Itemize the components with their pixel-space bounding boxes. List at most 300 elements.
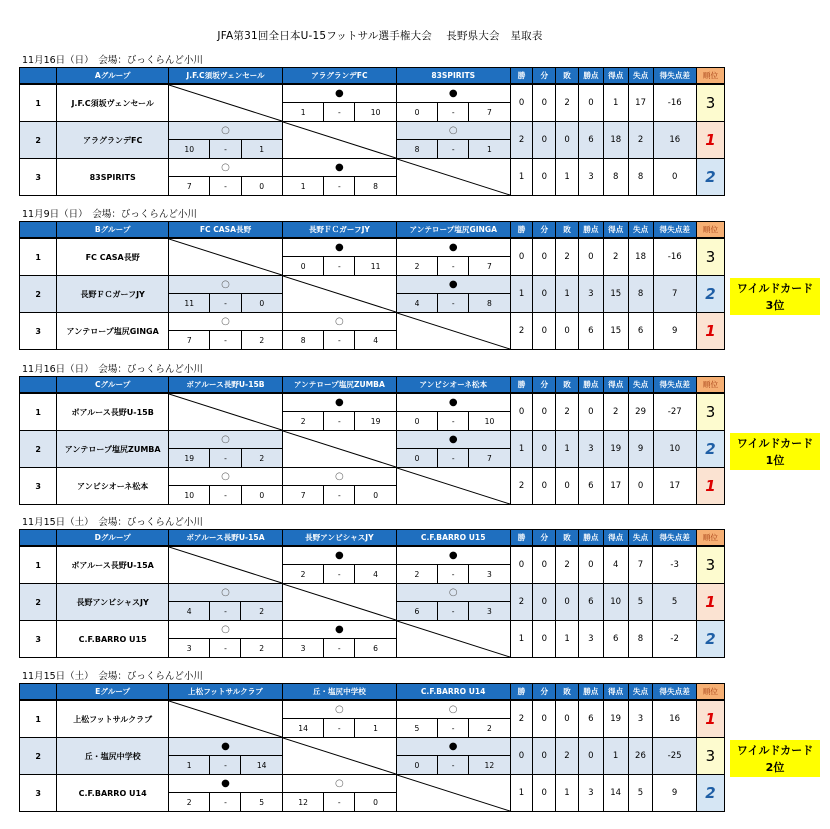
team-number: 2	[20, 122, 57, 159]
opponent-column-header: 長野アンビシャスJY	[282, 530, 396, 547]
loss-mark: ●	[396, 276, 510, 294]
score-for: 8	[282, 331, 323, 350]
goals-against: 3	[628, 700, 653, 738]
losses: 2	[556, 546, 579, 584]
draws: 0	[533, 431, 556, 468]
team-number: 1	[20, 700, 57, 738]
self-match-cell	[282, 584, 396, 621]
win-mark: ○	[396, 584, 510, 602]
wildcard-badge	[730, 278, 820, 315]
diagonal-line	[283, 431, 396, 467]
goal-difference: -2	[653, 621, 696, 658]
group-table	[19, 67, 725, 196]
draws: 0	[533, 122, 556, 159]
win-mark: ○	[282, 700, 396, 719]
opponent-column-header: 上松フットサルクラブ	[169, 684, 283, 701]
loss-mark: ●	[396, 238, 510, 257]
goal-difference: -3	[653, 546, 696, 584]
team-name: アンテロープ塩尻GINGA	[57, 313, 169, 350]
stat-column-header: 勝	[510, 222, 533, 239]
diagonal-line	[283, 738, 396, 774]
goals-against: 5	[628, 584, 653, 621]
loss-mark: ●	[282, 238, 396, 257]
group-table	[19, 376, 725, 505]
draws: 0	[533, 621, 556, 658]
score-for: 3	[169, 639, 210, 658]
score-against: 4	[355, 565, 396, 584]
header-blank	[20, 530, 57, 547]
wins: 2	[510, 700, 533, 738]
self-match-cell	[396, 159, 510, 196]
stat-column-header: 順位	[696, 377, 724, 394]
stat-column-header: 敗	[556, 377, 579, 394]
goals-for: 18	[603, 122, 628, 159]
self-match-cell	[396, 621, 510, 658]
team-number: 3	[20, 468, 57, 505]
wins: 0	[510, 238, 533, 276]
self-match-cell	[282, 431, 396, 468]
loss-mark: ●	[282, 393, 396, 412]
goals-against: 8	[628, 159, 653, 196]
losses: 0	[556, 122, 579, 159]
score-for: 7	[169, 177, 210, 196]
team-number: 3	[20, 159, 57, 196]
opponent-column-header: 83SPIRITS	[396, 68, 510, 85]
points: 0	[578, 84, 603, 122]
group-table	[19, 683, 725, 812]
score-against: 0	[355, 793, 396, 812]
goals-against: 6	[628, 313, 653, 350]
header-blank	[20, 377, 57, 394]
wildcard-rank: 1位	[765, 454, 785, 467]
points: 3	[578, 276, 603, 313]
self-match-cell	[282, 122, 396, 159]
wildcard-rank: 3位	[765, 299, 785, 312]
score-for: 1	[169, 756, 210, 775]
losses: 0	[556, 468, 579, 505]
team-name: 83SPIRITS	[57, 159, 169, 196]
stat-column-header: 得失点差	[653, 684, 696, 701]
goals-for: 1	[603, 84, 628, 122]
points: 3	[578, 621, 603, 658]
points: 6	[578, 122, 603, 159]
team-name: 長野アンビシャスJY	[57, 584, 169, 621]
opponent-column-header: 丘・塩尻中学校	[282, 684, 396, 701]
score-against: 2	[241, 331, 282, 350]
team-number: 1	[20, 546, 57, 584]
score-against: 8	[355, 177, 396, 196]
wins: 0	[510, 738, 533, 775]
diagonal-line	[169, 239, 282, 275]
loss-mark: ●	[396, 431, 510, 449]
score-dash: -	[438, 602, 469, 621]
header-row	[20, 377, 725, 394]
wins: 1	[510, 159, 533, 196]
self-match-cell	[396, 468, 510, 505]
score-for: 0	[396, 412, 437, 431]
score-dash: -	[210, 331, 241, 350]
losses: 0	[556, 313, 579, 350]
goals-against: 29	[628, 393, 653, 431]
score-for: 7	[169, 331, 210, 350]
win-mark: ○	[396, 122, 510, 140]
goal-difference: 16	[653, 122, 696, 159]
score-against: 14	[241, 756, 282, 775]
stat-column-header: 失点	[628, 530, 653, 547]
draws: 0	[533, 276, 556, 313]
score-dash: -	[210, 177, 241, 196]
draws: 0	[533, 468, 556, 505]
team-name: ボアルース長野U-15B	[57, 393, 169, 431]
stat-column-header: 勝点	[578, 377, 603, 394]
goals-against: 2	[628, 122, 653, 159]
win-mark: ○	[282, 775, 396, 793]
team-number: 1	[20, 84, 57, 122]
losses: 1	[556, 621, 579, 658]
opponent-column-header: アンビシオーネ松本	[396, 377, 510, 394]
wins: 2	[510, 584, 533, 621]
team-row	[20, 84, 725, 103]
wins: 1	[510, 431, 533, 468]
self-match-cell	[282, 276, 396, 313]
stat-column-header: 順位	[696, 222, 724, 239]
score-dash: -	[210, 294, 241, 313]
win-mark: ○	[169, 122, 283, 140]
team-number: 2	[20, 584, 57, 621]
team-row	[20, 584, 725, 602]
header-row	[20, 530, 725, 547]
score-dash: -	[324, 565, 355, 584]
header-row	[20, 684, 725, 701]
win-mark: ○	[169, 159, 283, 177]
goals-for: 15	[603, 313, 628, 350]
draws: 0	[533, 238, 556, 276]
self-match-cell	[282, 738, 396, 775]
diagonal-line	[169, 701, 282, 737]
team-name: C.F.BARRO U15	[57, 621, 169, 658]
loss-mark: ●	[169, 738, 283, 756]
self-match-cell	[169, 393, 283, 431]
win-mark: ○	[169, 468, 283, 486]
stat-column-header: 得点	[603, 684, 628, 701]
score-dash: -	[210, 486, 241, 505]
points: 6	[578, 313, 603, 350]
score-against: 3	[469, 602, 510, 621]
score-dash: -	[210, 602, 241, 621]
draws: 0	[533, 700, 556, 738]
venue-line: 11月16日（日） 会場：びっくらんど小川	[22, 55, 203, 66]
diagonal-line	[169, 85, 282, 121]
header-row	[20, 68, 725, 85]
team-row	[20, 468, 725, 486]
points: 0	[578, 238, 603, 276]
goal-difference: 9	[653, 775, 696, 812]
losses: 1	[556, 159, 579, 196]
losses: 1	[556, 276, 579, 313]
draws: 0	[533, 84, 556, 122]
diagonal-line	[397, 775, 510, 811]
team-name: FC CASA長野	[57, 238, 169, 276]
goals-for: 14	[603, 775, 628, 812]
score-dash: -	[210, 793, 241, 812]
score-for: 3	[282, 639, 323, 658]
header-row	[20, 222, 725, 239]
points: 6	[578, 468, 603, 505]
header-blank	[20, 68, 57, 85]
score-against: 2	[241, 602, 282, 621]
stat-column-header: 得点	[603, 530, 628, 547]
score-dash: -	[324, 719, 355, 738]
win-mark: ○	[169, 584, 283, 602]
diagonal-line	[397, 621, 510, 657]
team-name: ボアルース長野U-15A	[57, 546, 169, 584]
group-label: Aグループ	[57, 68, 169, 85]
goal-difference: 10	[653, 431, 696, 468]
score-for: 12	[282, 793, 323, 812]
self-match-cell	[169, 84, 283, 122]
header-blank	[20, 684, 57, 701]
score-against: 2	[241, 449, 282, 468]
score-dash: -	[324, 177, 355, 196]
team-number: 2	[20, 431, 57, 468]
team-name: アンテロープ塩尻ZUMBA	[57, 431, 169, 468]
losses: 0	[556, 700, 579, 738]
wins: 0	[510, 546, 533, 584]
rank: 3	[696, 393, 724, 431]
score-against: 0	[241, 486, 282, 505]
score-for: 5	[396, 719, 437, 738]
team-row	[20, 238, 725, 257]
score-dash: -	[438, 756, 469, 775]
team-name: J.F.C須坂ヴェンセール	[57, 84, 169, 122]
stat-column-header: 失点	[628, 68, 653, 85]
opponent-column-header: アンテロープ塩尻ZUMBA	[282, 377, 396, 394]
rank: 3	[696, 546, 724, 584]
score-for: 2	[396, 257, 437, 276]
rank: 3	[696, 738, 724, 775]
score-against: 10	[469, 412, 510, 431]
group-table	[19, 529, 725, 658]
score-against: 1	[469, 140, 510, 159]
opponent-column-header: C.F.BARRO U15	[396, 530, 510, 547]
opponent-column-header: アラグランデFC	[282, 68, 396, 85]
score-against: 7	[469, 449, 510, 468]
score-against: 11	[355, 257, 396, 276]
stat-column-header: 敗	[556, 222, 579, 239]
draws: 0	[533, 546, 556, 584]
score-for: 0	[396, 103, 437, 122]
points: 3	[578, 159, 603, 196]
wildcard-rank: 2位	[765, 761, 785, 774]
score-dash: -	[210, 639, 241, 658]
losses: 1	[556, 431, 579, 468]
score-dash: -	[438, 449, 469, 468]
opponent-column-header: アンテロープ塩尻GINGA	[396, 222, 510, 239]
self-match-cell	[169, 700, 283, 738]
win-mark: ○	[169, 621, 283, 639]
score-for: 19	[169, 449, 210, 468]
stat-column-header: 分	[533, 684, 556, 701]
score-for: 14	[282, 719, 323, 738]
venue-line: 11月16日（日） 会場：びっくらんど小川	[22, 364, 203, 375]
stat-column-header: 敗	[556, 68, 579, 85]
stat-column-header: 勝点	[578, 684, 603, 701]
score-for: 1	[282, 177, 323, 196]
losses: 2	[556, 393, 579, 431]
team-name: 長野ＦＣガーフJY	[57, 276, 169, 313]
score-dash: -	[324, 486, 355, 505]
goals-against: 17	[628, 84, 653, 122]
goals-for: 2	[603, 238, 628, 276]
score-for: 2	[169, 793, 210, 812]
wins: 1	[510, 276, 533, 313]
score-for: 10	[169, 140, 210, 159]
points: 6	[578, 584, 603, 621]
goal-difference: 5	[653, 584, 696, 621]
goals-for: 4	[603, 546, 628, 584]
score-for: 7	[282, 486, 323, 505]
stat-column-header: 得点	[603, 377, 628, 394]
score-for: 4	[396, 294, 437, 313]
loss-mark: ●	[169, 775, 283, 793]
diagonal-line	[283, 276, 396, 312]
score-against: 5	[241, 793, 282, 812]
goals-against: 5	[628, 775, 653, 812]
wildcard-badge	[730, 433, 820, 470]
goal-difference: -27	[653, 393, 696, 431]
self-match-cell	[169, 238, 283, 276]
score-for: 6	[396, 602, 437, 621]
score-for: 1	[282, 103, 323, 122]
stat-column-header: 分	[533, 68, 556, 85]
wins: 2	[510, 122, 533, 159]
venue-line: 11月9日（日） 会場：びっくらんど小川	[22, 209, 197, 220]
loss-mark: ●	[282, 621, 396, 639]
venue-line: 11月15日（土） 会場：びっくらんど小川	[22, 517, 203, 528]
goals-against: 0	[628, 468, 653, 505]
score-against: 12	[469, 756, 510, 775]
goals-for: 1	[603, 738, 628, 775]
stat-column-header: 勝点	[578, 68, 603, 85]
team-name: アラグランデFC	[57, 122, 169, 159]
team-row	[20, 122, 725, 140]
loss-mark: ●	[396, 84, 510, 103]
rank: 2	[696, 276, 724, 313]
team-number: 3	[20, 313, 57, 350]
score-for: 2	[282, 412, 323, 431]
diagonal-line	[169, 547, 282, 583]
stat-column-header: 勝点	[578, 222, 603, 239]
team-row	[20, 393, 725, 412]
self-match-cell	[396, 313, 510, 350]
score-against: 3	[469, 565, 510, 584]
score-against: 2	[241, 639, 282, 658]
team-row	[20, 775, 725, 793]
stat-column-header: 勝	[510, 377, 533, 394]
wildcard-badge	[730, 740, 820, 777]
draws: 0	[533, 393, 556, 431]
goals-for: 19	[603, 700, 628, 738]
diagonal-line	[283, 584, 396, 620]
stat-column-header: 敗	[556, 530, 579, 547]
wins: 1	[510, 621, 533, 658]
team-name: C.F.BARRO U14	[57, 775, 169, 812]
stat-column-header: 失点	[628, 684, 653, 701]
goals-for: 8	[603, 159, 628, 196]
rank: 3	[696, 238, 724, 276]
score-against: 1	[355, 719, 396, 738]
score-against: 0	[241, 177, 282, 196]
team-number: 3	[20, 621, 57, 658]
stat-column-header: 得失点差	[653, 377, 696, 394]
stat-column-header: 順位	[696, 68, 724, 85]
stat-column-header: 勝	[510, 68, 533, 85]
score-dash: -	[438, 719, 469, 738]
score-against: 2	[469, 719, 510, 738]
points: 0	[578, 393, 603, 431]
stat-column-header: 分	[533, 530, 556, 547]
score-for: 0	[282, 257, 323, 276]
goals-for: 6	[603, 621, 628, 658]
goals-for: 10	[603, 584, 628, 621]
stat-column-header: 得失点差	[653, 222, 696, 239]
win-mark: ○	[169, 313, 283, 331]
win-mark: ○	[169, 276, 283, 294]
team-name: 上松フットサルクラブ	[57, 700, 169, 738]
opponent-column-header: ボアルース長野U-15A	[169, 530, 283, 547]
loss-mark: ●	[396, 546, 510, 565]
stat-column-header: 得点	[603, 222, 628, 239]
self-match-cell	[396, 775, 510, 812]
goal-difference: 9	[653, 313, 696, 350]
score-for: 0	[396, 756, 437, 775]
score-dash: -	[324, 331, 355, 350]
draws: 0	[533, 159, 556, 196]
score-dash: -	[210, 756, 241, 775]
team-row	[20, 431, 725, 449]
goals-against: 8	[628, 621, 653, 658]
score-against: 0	[355, 486, 396, 505]
team-row	[20, 738, 725, 756]
score-dash: -	[438, 140, 469, 159]
score-for: 0	[396, 449, 437, 468]
wins: 0	[510, 393, 533, 431]
loss-mark: ●	[282, 546, 396, 565]
score-against: 1	[241, 140, 282, 159]
points: 0	[578, 738, 603, 775]
score-for: 2	[282, 565, 323, 584]
goals-for: 17	[603, 468, 628, 505]
stat-column-header: 勝	[510, 530, 533, 547]
diagonal-line	[397, 159, 510, 195]
score-for: 4	[169, 602, 210, 621]
stat-column-header: 得失点差	[653, 68, 696, 85]
points: 3	[578, 775, 603, 812]
team-row	[20, 621, 725, 639]
team-number: 2	[20, 738, 57, 775]
win-mark: ○	[282, 313, 396, 331]
stat-column-header: 得点	[603, 68, 628, 85]
rank: 2	[696, 775, 724, 812]
score-dash: -	[438, 257, 469, 276]
opponent-column-header: FC CASA長野	[169, 222, 283, 239]
points: 0	[578, 546, 603, 584]
team-number: 1	[20, 238, 57, 276]
wins: 1	[510, 775, 533, 812]
loss-mark: ●	[282, 84, 396, 103]
score-dash: -	[324, 257, 355, 276]
goals-against: 9	[628, 431, 653, 468]
